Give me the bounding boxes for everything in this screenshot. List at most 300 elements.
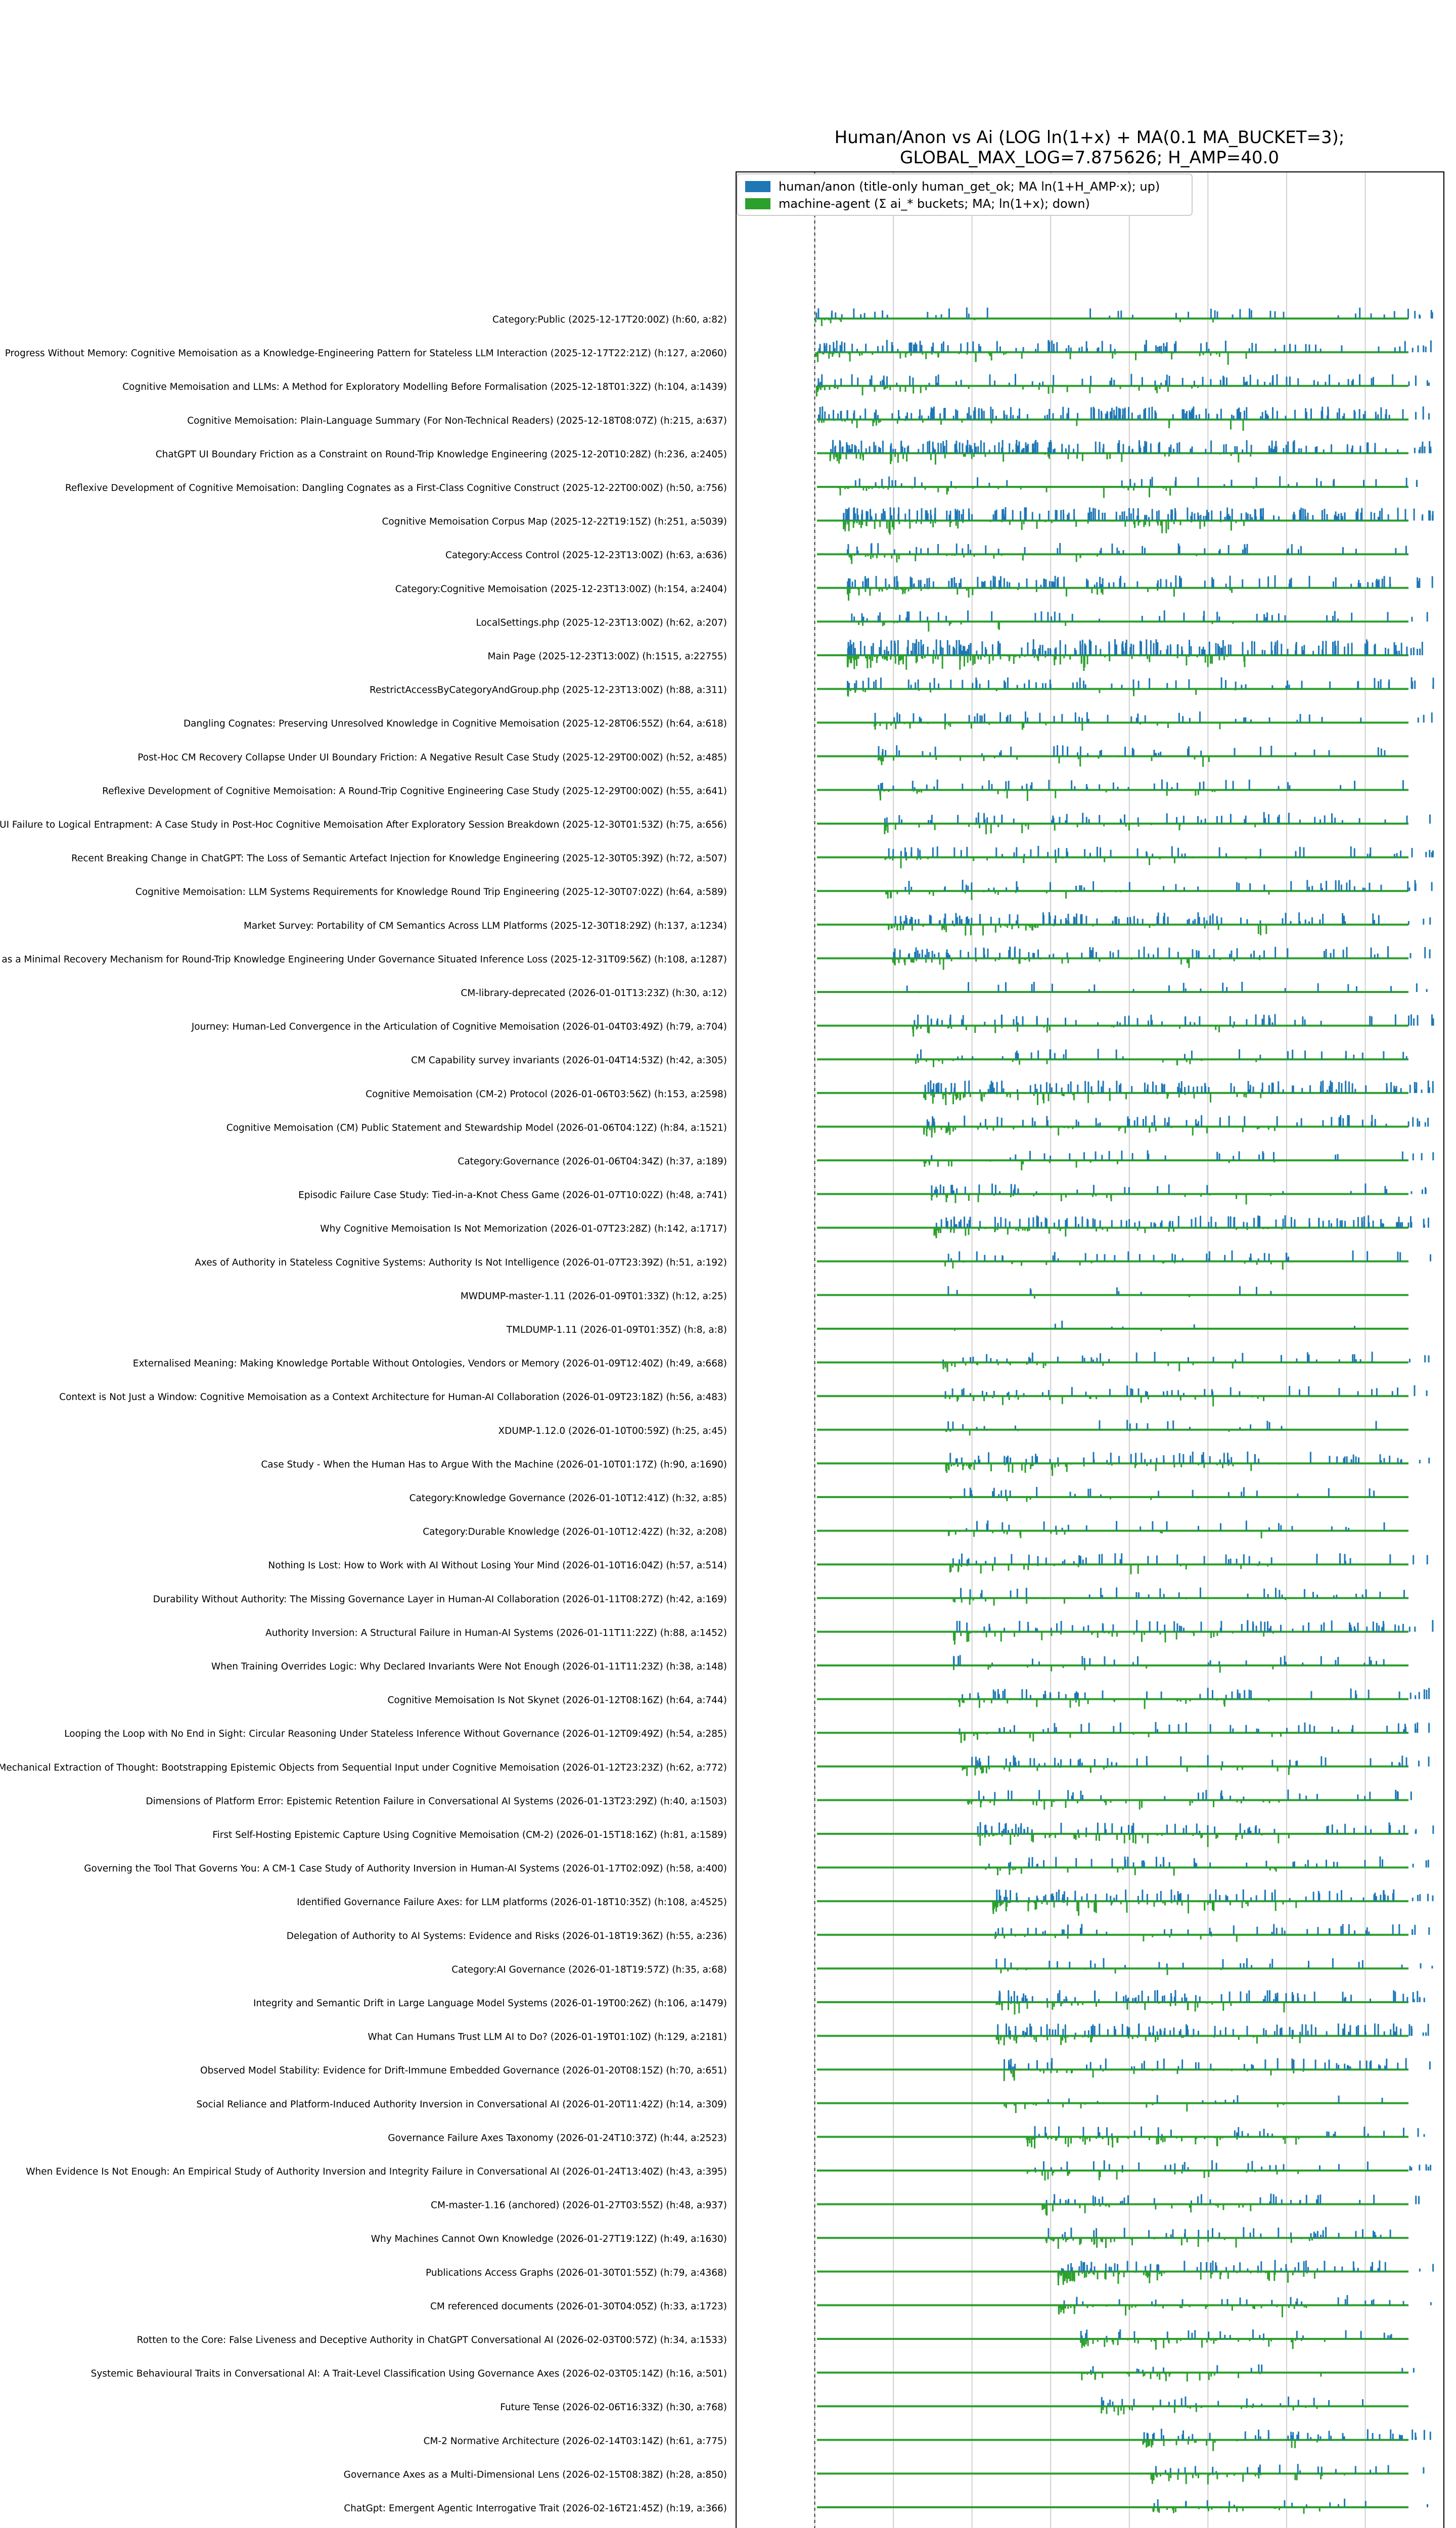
human-bar: [974, 443, 975, 453]
human-bar: [1316, 446, 1317, 453]
human-bar: [865, 344, 867, 352]
ai-bar: [1134, 386, 1135, 387]
human-bar: [1020, 511, 1021, 521]
human-bar: [1305, 408, 1306, 420]
human-bar: [1269, 311, 1271, 319]
row-label: Post-Hoc CM Recovery Collapse Under UI Boundary Friction: A Negative Result Case Study (2025-12-29T00:00Z) (h:52, a:485): [138, 752, 727, 763]
human-bar: [1265, 410, 1266, 419]
human-bar: [869, 446, 871, 454]
ai-bar: [896, 521, 898, 522]
human-bar: [1422, 446, 1423, 454]
ai-bar: [1012, 521, 1013, 522]
human-bar: [1327, 407, 1329, 419]
row-label: Main Page (2025-12-23T13:00Z) (h:1515, a:22755): [488, 651, 727, 662]
human-bar: [1175, 477, 1176, 487]
ai-bar: [1000, 352, 1002, 353]
ai-bar: [896, 319, 897, 320]
human-bar: [1295, 345, 1296, 352]
human-bar: [1250, 375, 1251, 386]
human-bar: [1380, 407, 1382, 419]
ai-bar: [996, 521, 997, 522]
ai-bar: [1216, 352, 1217, 354]
human-bar: [874, 311, 876, 319]
human-bar: [844, 343, 845, 352]
human-bar: [1061, 449, 1063, 454]
human-bar: [1371, 313, 1372, 319]
human-bar: [1160, 383, 1162, 386]
ai-bar: [840, 319, 842, 322]
human-bar: [851, 344, 853, 352]
human-bar: [866, 448, 867, 454]
human-bar: [934, 449, 936, 454]
human-bar: [1310, 409, 1312, 420]
human-bar: [1122, 515, 1123, 520]
ai-bar: [842, 352, 843, 353]
human-bar: [1060, 510, 1062, 521]
human-bar: [1202, 377, 1204, 386]
human-bar: [968, 313, 970, 319]
ai-bar: [1038, 386, 1040, 390]
human-bar: [931, 347, 933, 352]
human-bar: [927, 441, 928, 453]
human-bar: [1337, 413, 1338, 420]
human-bar: [978, 344, 980, 352]
ai-bar: [824, 386, 826, 390]
human-bar: [1098, 409, 1100, 420]
human-bar: [1190, 412, 1192, 419]
human-bar: [860, 441, 862, 454]
human-bar: [1394, 311, 1395, 319]
human-bar: [1315, 344, 1316, 352]
human-bar: [1251, 445, 1252, 454]
ai-bar: [865, 453, 867, 454]
human-bar: [1170, 444, 1171, 453]
human-bar: [1009, 443, 1010, 454]
ai-bar: [1039, 521, 1041, 522]
human-bar: [1012, 415, 1014, 420]
human-bar: [1068, 445, 1070, 454]
human-bar: [927, 312, 928, 319]
human-bar: [856, 508, 858, 520]
human-bar: [1148, 517, 1150, 521]
row-label: CM-library-deprecated (2026-01-01T13:23Z) (h:30, a:12): [461, 988, 727, 999]
human-bar: [864, 313, 866, 319]
human-bar: [1243, 377, 1245, 386]
human-bar: [1299, 510, 1301, 520]
human-bar: [994, 511, 996, 520]
human-bar: [1321, 411, 1323, 420]
human-bar: [968, 407, 970, 420]
human-bar: [1338, 315, 1339, 319]
human-bar: [1053, 375, 1054, 386]
ai-bar: [837, 453, 838, 461]
ai-bar: [815, 352, 817, 355]
human-bar: [1026, 445, 1027, 453]
human-bar: [1283, 312, 1285, 319]
human-bar: [877, 415, 879, 420]
human-bar: [1352, 445, 1353, 453]
human-bar: [870, 509, 871, 520]
human-bar: [1323, 449, 1325, 453]
ai-bar: [944, 453, 946, 458]
ai-bar: [925, 487, 926, 490]
human-bar: [954, 509, 956, 520]
row-label: Looping the Loop with No End in Sight: Circular Reasoning Under Stateless Inference Without Governance (2026-01-12T09:49Z) (h:54, a:285): [64, 1729, 727, 1739]
human-bar: [1093, 508, 1094, 521]
ai-bar: [1003, 352, 1005, 355]
human-bar: [893, 508, 895, 521]
human-bar: [1384, 314, 1385, 319]
human-bar: [990, 407, 991, 420]
human-bar: [1374, 513, 1375, 520]
human-bar: [1379, 511, 1381, 520]
human-bar: [996, 510, 997, 521]
ai-bar: [851, 420, 853, 424]
human-bar: [857, 378, 858, 386]
human-bar: [989, 449, 990, 453]
row-label: Durability Without Authority: The Missing Governance Layer in Human-AI Collaboration (2026-01-11T08:27Z) (h:42, a:169): [153, 1594, 727, 1605]
human-bar: [1015, 374, 1016, 386]
ai-bar: [834, 386, 835, 388]
human-bar: [962, 443, 963, 454]
ai-bar: [1232, 386, 1233, 387]
human-bar: [1089, 508, 1090, 521]
human-bar: [1124, 409, 1125, 420]
human-bar: [1360, 513, 1362, 521]
human-bar: [1142, 377, 1143, 386]
ai-bar: [974, 319, 976, 320]
human-bar: [1017, 416, 1019, 420]
human-bar: [1109, 315, 1110, 319]
ai-bar: [882, 521, 883, 522]
human-bar: [1286, 377, 1287, 386]
ai-bar: [1234, 420, 1235, 421]
human-bar: [1423, 407, 1424, 420]
human-bar: [911, 342, 913, 352]
ai-bar: [922, 420, 924, 423]
human-bar: [1268, 446, 1270, 454]
ai-bar: [838, 386, 839, 387]
human-bar: [1294, 440, 1295, 454]
human-bar: [1155, 345, 1157, 352]
ai-bar: [1080, 521, 1082, 522]
human-bar: [1256, 477, 1257, 487]
human-bar: [983, 442, 985, 453]
human-bar: [1326, 514, 1328, 521]
human-bar: [1138, 515, 1139, 521]
human-bar: [902, 446, 903, 453]
human-bar: [1077, 413, 1078, 420]
human-bar: [1359, 308, 1360, 319]
ai-bar: [1143, 521, 1145, 527]
human-bar: [1397, 449, 1398, 454]
ai-bar: [878, 487, 880, 488]
human-bar: [1286, 449, 1287, 454]
human-bar: [1102, 513, 1103, 521]
human-bar: [925, 510, 927, 520]
human-bar: [861, 514, 862, 521]
human-bar: [1210, 308, 1212, 319]
ai-bar: [822, 386, 823, 388]
row-label: Episodic Failure Case Study: Tied-in-a-Knot Chess Game (2026-01-07T10:02Z) (h:48, a:741): [298, 1190, 727, 1201]
human-bar: [1234, 447, 1236, 453]
human-bar: [1348, 379, 1349, 386]
human-bar: [1210, 440, 1212, 453]
ai-bar: [820, 386, 821, 388]
human-bar: [1277, 411, 1278, 419]
human-bar: [877, 346, 879, 352]
human-bar: [1181, 409, 1183, 419]
ai-bar: [1168, 453, 1170, 457]
ai-bar: [860, 453, 861, 456]
ai-bar: [1070, 352, 1071, 359]
ai-bar: [882, 487, 883, 488]
ai-bar: [862, 386, 863, 395]
ai-bar: [826, 352, 828, 353]
human-bar: [1288, 484, 1289, 487]
page-row: [187, 407, 1430, 431]
human-bar: [1107, 413, 1108, 420]
human-bar: [882, 380, 883, 386]
human-bar: [875, 414, 876, 419]
human-bar: [944, 408, 946, 420]
ai-bar: [1199, 352, 1201, 356]
ai-bar: [963, 453, 965, 457]
row-label: XDUMP-1.12.0 (2026-01-10T00:59Z) (h:25, a:45): [498, 1426, 727, 1436]
human-bar: [834, 447, 836, 453]
human-bar: [1130, 374, 1132, 386]
ai-bar: [856, 487, 858, 488]
ai-bar: [916, 521, 917, 524]
human-bar: [918, 449, 919, 454]
human-bar: [1424, 446, 1426, 454]
human-bar: [1429, 441, 1430, 453]
human-bar: [1359, 446, 1361, 454]
human-bar: [817, 378, 819, 386]
ai-bar: [1212, 319, 1214, 323]
human-bar: [1208, 349, 1210, 352]
human-bar: [1132, 449, 1133, 454]
human-bar: [1222, 376, 1224, 386]
human-bar: [1143, 446, 1145, 454]
ai-bar: [911, 352, 912, 356]
ai-bar: [818, 386, 820, 389]
ai-bar: [990, 521, 991, 522]
human-bar: [959, 511, 960, 521]
ai-bar: [912, 487, 913, 488]
human-bar: [1042, 382, 1043, 386]
human-bar: [1251, 310, 1252, 319]
human-bar: [1114, 415, 1116, 419]
human-bar: [928, 383, 930, 386]
human-bar: [1294, 410, 1296, 419]
ai-bar: [1029, 453, 1030, 454]
human-bar: [1194, 513, 1195, 520]
ai-bar: [872, 352, 873, 355]
human-bar: [908, 509, 910, 521]
human-bar: [898, 507, 899, 520]
human-bar: [920, 341, 921, 352]
ai-bar: [1123, 487, 1124, 488]
human-bar: [1053, 413, 1054, 420]
human-bar: [1249, 348, 1250, 352]
human-bar: [1317, 382, 1318, 386]
human-bar: [969, 513, 970, 521]
human-bar: [856, 349, 858, 352]
human-bar: [1121, 480, 1123, 487]
human-bar: [1171, 510, 1173, 521]
page-row: [122, 374, 1430, 396]
human-bar: [1053, 449, 1054, 453]
row-label: XDUMP as a Minimal Recovery Mechanism for Round-Trip Knowledge Engineering Under Governance Situated Inference Loss (2025-12-31T09:56Z) (h:108, a:1287): [0, 954, 727, 965]
human-bar: [820, 407, 821, 420]
human-bar: [1431, 310, 1432, 319]
human-bar: [1128, 508, 1130, 521]
ai-bar: [848, 487, 849, 489]
row-label: Journey: Human-Led Convergence in the Articulation of Cognitive Memoisation (2026-01-04T03:49Z) (h:79, a:704): [191, 1022, 727, 1032]
human-bar: [1003, 411, 1005, 420]
ai-bar: [905, 352, 906, 357]
human-bar: [833, 342, 834, 352]
human-bar: [946, 511, 947, 521]
human-bar: [840, 345, 841, 352]
ai-bar: [1051, 453, 1053, 454]
human-bar: [1197, 513, 1199, 521]
human-bar: [887, 314, 888, 319]
ai-bar: [1114, 352, 1116, 355]
ai-bar: [951, 453, 952, 454]
human-bar: [1241, 513, 1242, 520]
page-row: [156, 440, 1432, 465]
ai-bar: [1016, 521, 1018, 522]
human-bar: [1110, 344, 1111, 352]
human-bar: [1307, 513, 1308, 521]
human-bar: [998, 442, 999, 454]
human-bar: [1419, 450, 1420, 454]
human-bar: [1371, 512, 1372, 520]
human-bar: [847, 410, 848, 420]
human-bar: [912, 378, 914, 386]
human-bar: [996, 341, 998, 352]
human-bar: [933, 447, 934, 453]
ai-bar: [1188, 352, 1189, 353]
human-bar: [1150, 479, 1151, 487]
human-bar: [853, 413, 854, 420]
human-bar: [1246, 440, 1248, 454]
human-bar: [1081, 379, 1083, 386]
human-bar: [1377, 414, 1379, 420]
human-bar: [1251, 517, 1253, 521]
ai-bar: [1171, 352, 1172, 359]
human-bar: [1205, 516, 1207, 521]
human-bar: [1427, 380, 1428, 386]
ai-bar: [1245, 352, 1247, 359]
human-bar: [1208, 512, 1209, 520]
human-bar: [1269, 383, 1271, 386]
human-bar: [1293, 512, 1295, 520]
ai-bar: [828, 352, 830, 359]
human-bar: [989, 374, 990, 386]
page-row: [382, 507, 1433, 534]
human-bar: [817, 308, 819, 319]
human-bar: [1002, 512, 1004, 521]
human-bar: [1416, 482, 1418, 487]
row-label: Category:Access Control (2025-12-23T13:00Z) (h:63, a:636): [445, 550, 727, 561]
ai-bar: [1003, 453, 1004, 462]
human-bar: [1239, 309, 1241, 319]
human-bar: [1068, 513, 1070, 521]
human-bar: [1044, 416, 1045, 420]
human-bar: [901, 483, 902, 487]
ai-bar: [1169, 487, 1171, 495]
human-bar: [833, 410, 834, 420]
row-label: RestrictAccessByCategoryAndGroup.php (2025-12-23T13:00Z) (h:88, a:311): [370, 685, 727, 696]
ai-bar: [1048, 386, 1050, 394]
human-bar: [1206, 342, 1207, 352]
ai-bar: [920, 453, 921, 454]
ai-bar: [1231, 521, 1232, 531]
human-bar: [841, 314, 843, 319]
human-bar: [1163, 343, 1164, 352]
ai-bar: [1179, 319, 1181, 322]
ai-bar: [1197, 386, 1199, 388]
human-bar: [815, 312, 817, 319]
human-bar: [1037, 442, 1038, 453]
human-bar: [1320, 348, 1322, 352]
ai-bar: [1121, 453, 1122, 462]
human-bar: [1067, 515, 1068, 521]
ai-bar: [1170, 453, 1171, 454]
human-bar: [909, 376, 911, 386]
ai-bar: [1075, 521, 1077, 527]
ai-bar: [896, 386, 897, 387]
human-bar: [1152, 509, 1153, 521]
row-label: Cognitive Memoisation and LLMs: A Method for Exploratory Modelling Before Formalisation (2025-12-18T01:32Z) (h:104, a:1439): [122, 382, 727, 392]
human-bar: [1010, 407, 1012, 420]
human-bar: [914, 477, 916, 487]
human-bar: [1240, 412, 1241, 420]
row-label: TMLDUMP-1.11 (2026-01-09T01:35Z) (h:8, a:8): [506, 1325, 727, 1335]
ai-bar: [873, 487, 875, 488]
ai-bar: [876, 420, 877, 426]
human-bar: [972, 348, 974, 352]
human-bar: [1032, 381, 1033, 386]
human-bar: [1205, 449, 1206, 454]
human-bar: [851, 374, 853, 386]
human-bar: [1048, 511, 1050, 521]
human-bar: [1283, 448, 1285, 453]
human-bar: [1144, 517, 1146, 520]
human-bar: [992, 409, 993, 420]
row-label: Cognitive Memoisation: Plain-Language Summary (For Non-Technical Readers) (2025-12-18T08:07Z) (h:215, a:637): [187, 416, 727, 426]
human-bar: [895, 480, 896, 487]
human-bar: [975, 446, 977, 453]
human-bar: [1232, 314, 1234, 319]
human-bar: [1129, 479, 1131, 487]
human-bar: [1128, 407, 1129, 420]
row-label: Why Cognitive Memoisation Is Not Memorization (2026-01-07T23:28Z) (h:142, a:1717): [320, 1224, 727, 1234]
ai-bar: [899, 386, 901, 391]
ai-bar: [975, 352, 977, 362]
human-bar: [1056, 342, 1058, 352]
human-bar: [1122, 444, 1124, 453]
human-bar: [1009, 383, 1010, 386]
human-bar: [1312, 515, 1313, 521]
human-bar: [822, 407, 823, 420]
human-bar: [940, 443, 942, 454]
human-bar: [1423, 345, 1424, 352]
human-bar: [1373, 377, 1374, 386]
